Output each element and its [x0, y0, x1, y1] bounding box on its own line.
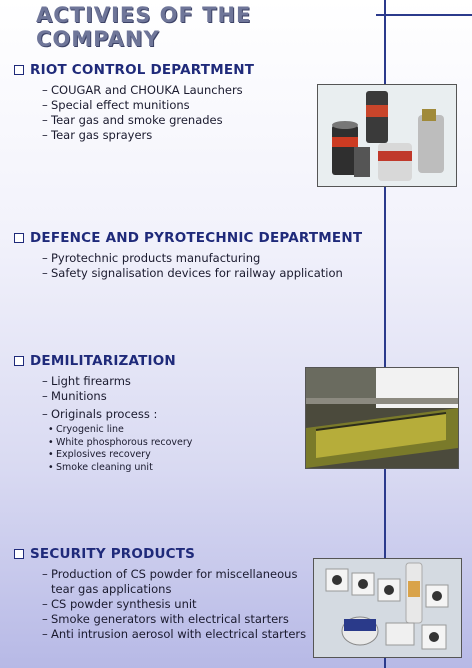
sub-list-item: • Cryogenic line	[48, 424, 124, 435]
section-title: SECURITY PRODUCTS	[30, 546, 196, 562]
list-item: – Tear gas and smoke grenades	[42, 113, 223, 127]
checkbox-bullet-icon	[14, 65, 24, 75]
list-item: – Originals process :	[42, 407, 158, 421]
list-item: – Munitions	[42, 389, 107, 403]
section-riot-control	[14, 62, 254, 143]
checkbox-bullet-icon	[14, 233, 24, 243]
section-defence-pyrotechnic	[14, 230, 362, 281]
list-item: – Special effect munitions	[42, 98, 190, 112]
demilitarization-photo	[305, 367, 459, 469]
section-title: RIOT CONTROL DEPARTMENT	[30, 62, 255, 78]
list-item: tear gas applications	[51, 582, 172, 596]
section-title: DEMILITARIZATION	[30, 353, 176, 369]
checkbox-bullet-icon	[14, 549, 24, 559]
section-demilitarization	[14, 353, 192, 474]
checkbox-bullet-icon	[14, 356, 24, 366]
list-item: – Light firearms	[42, 374, 131, 388]
section-security-products	[14, 546, 306, 642]
list-item: – Production of CS powder for miscellaneous	[42, 567, 298, 581]
list-item: – Safety signalisation devices for railway application	[42, 266, 343, 280]
page-title: ACTIVIES OF THE COMPANY	[36, 3, 252, 51]
list-item: – Smoke generators with electrical starters	[42, 612, 289, 626]
section-title: DEFENCE AND PYROTECHNIC DEPARTMENT	[30, 230, 363, 246]
list-item: – CS powder synthesis unit	[42, 597, 197, 611]
sub-list-item: • Explosives recovery	[48, 449, 151, 460]
grenades-photo	[317, 84, 457, 187]
security-products-photo	[313, 558, 462, 658]
sub-list-item: • White phosphorous recovery	[48, 436, 193, 448]
list-item: – Anti intrusion aerosol with electrical starters	[42, 627, 307, 641]
header-rule	[376, 14, 472, 16]
list-item: – Pyrotechnic products manufacturing	[42, 251, 261, 265]
list-item: – COUGAR and CHOUKA Launchers	[42, 83, 243, 97]
list-item: – Tear gas sprayers	[42, 128, 153, 142]
sub-list-item: • Smoke cleaning unit	[48, 461, 153, 473]
